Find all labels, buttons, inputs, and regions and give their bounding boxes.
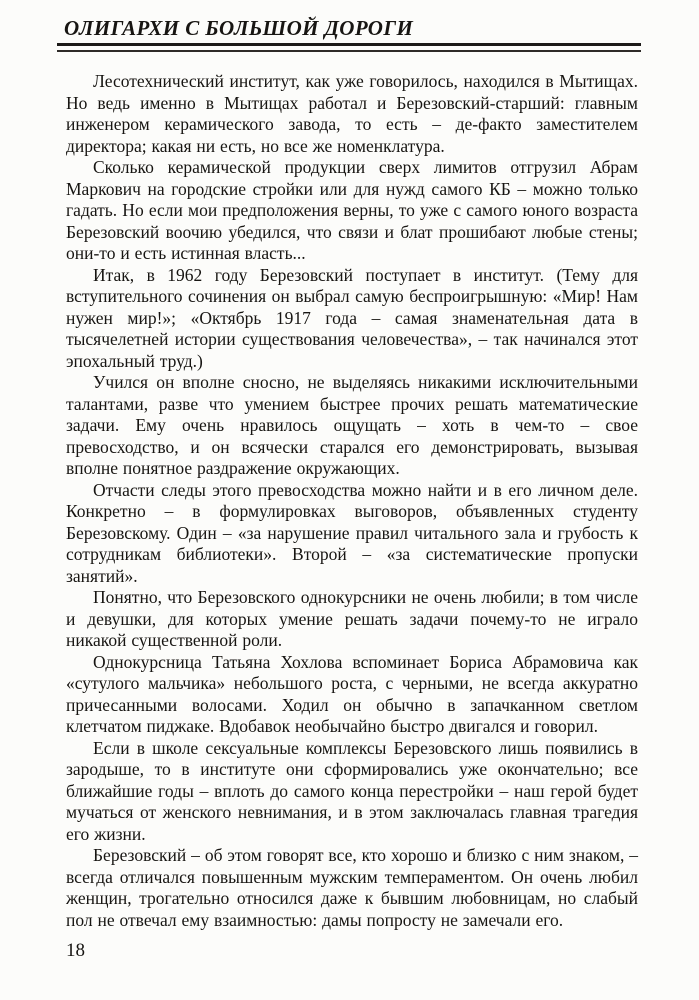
running-head-title: ОЛИГАРХИ С БОЛЬШОЙ ДОРОГИ bbox=[64, 16, 414, 40]
paragraph: Отчасти следы этого превосходства можно найти и в его личном деле. Конкретно – в формулировках выговоров, объявленных студенту Березовскому. Один – «за нарушение правил читального зала и грубость к сотрудникам библиотеки». Второй – «за систематические пропуски занятий». bbox=[66, 479, 638, 586]
paragraph: Понятно, что Березовского однокурсники не очень любили; в том числе и девушки, для которых умение решать задачи почему-то не играло никакой существенной роли. bbox=[66, 587, 638, 650]
paragraph: Итак, в 1962 году Березовский поступает в институт. (Тему для вступительного сочинения он выбрал самую беспроигрышную: «Мир! Нам нужен мир!»; «Октябрь 1917 года – самая знаменательная дата в тысячелетней истории существования человечества», – так начинался этот эпохальный труд.) bbox=[66, 264, 638, 371]
paragraph: Сколько керамической продукции сверх лимитов отгрузил Абрам Маркович на городские стройки или для нужд самого КБ – можно только гадать. Но если мои предположения верны, то уже с самого юного возраста Березовский воочию убедился, что связи и блат прошибают любые стены; они-то и есть истинная власть... bbox=[66, 157, 638, 263]
paragraph: Учился он вполне сносно, не выделяясь никакими исключительными талантами, разве что умением быстрее прочих решать математические задачи. Ему очень нравилось ощущать – хоть в чем-то – свое превосходство, и он всячески старался его демонстрировать, вызывая вполне понятное раздражение окружающих. bbox=[66, 372, 638, 478]
page-number: 18 bbox=[66, 940, 85, 961]
paragraph: Однокурсница Татьяна Хохлова вспоминает Бориса Абрамовича как «сутулого мальчика» небольшого роста, с черными, не всегда аккуратно причесанными волосами. Ходил он обычно в запачканном светлом клетчатом пиджаке. Вдобавок необычайно быстро двигался и говорил. bbox=[66, 651, 638, 736]
header-rule-thick bbox=[57, 43, 641, 46]
paragraph: Если в школе сексуальные комплексы Березовского лишь появились в зародыше, то в институте они сформировались уже окончательно; все ближайшие годы – вплоть до самого конца перестройки – наш герой будет мучаться от женского невнимания, и в этом заключалась главная трагедия его жизни. bbox=[66, 737, 638, 844]
body-text bbox=[66, 71, 638, 931]
paragraph: Лесотехнический институт, как уже говорилось, находился в Мытищах. Но ведь именно в Мытищах работал и Березовский-старший: главным инженером керамического завода, то есть – де-факто заместителем директора; какая ни есть, но все же номенклатура. bbox=[66, 71, 638, 156]
header-rule-thin bbox=[57, 50, 641, 52]
paragraph: Березовский – об этом говорят все, кто хорошо и близко с ним знаком, – всегда отличался повышенным мужским темпераментом. Он очень любил женщин, трогательно относился даже к бывшим любовницам, но слабый пол не отвечал ему взаимностью: дамы попросту не замечали его. bbox=[66, 845, 638, 930]
running-head bbox=[57, 16, 641, 52]
